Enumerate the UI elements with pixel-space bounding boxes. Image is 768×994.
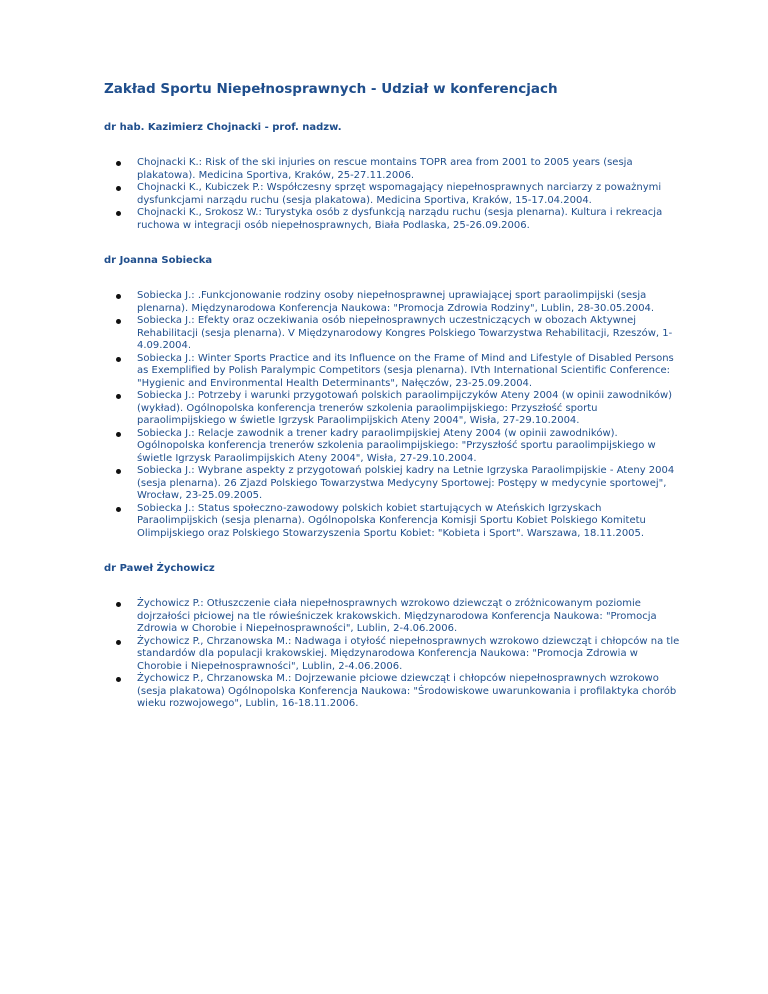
section-heading: dr Paweł Żychowicz — [104, 563, 215, 574]
bullet-icon — [116, 507, 121, 512]
list-item — [104, 353, 684, 391]
list-item-text: Sobiecka J.: Efekty oraz oczekiwania osób niepełnosprawnych uczestniczących w obozach Aktywnej Rehabilitacji (sesja plenarna). V Międzynarodowy Kongres Polskiego Towarzystwa Rehabilitacji, Rzeszów, 1-4.09.2004. — [137, 315, 673, 351]
list-item — [104, 290, 684, 315]
section-heading: dr Joanna Sobiecka — [104, 255, 213, 266]
list-item — [104, 503, 684, 541]
list-item-text: Sobiecka J.: Relacje zawodnik a trener kadry paraolimpijskiej Ateny 2004 (w opinii zawodników). Ogólnopolska konferencja trenerów szkolenia paraolimpijskiego: "Przyszłość sportu paraolimpijskiego w świetle Igrzysk Paraolimpijskich Ateny 2004", Wisła, 27-29.10.2004. — [137, 427, 656, 464]
publication-list — [104, 290, 684, 540]
list-item — [104, 465, 684, 503]
list-item — [104, 157, 684, 182]
section-heading: dr hab. Kazimierz Chojnacki - prof. nadzw. — [104, 122, 342, 133]
document-page — [104, 80, 684, 711]
section-sobiecka — [104, 254, 684, 540]
section-zychowicz — [104, 562, 684, 711]
list-item — [104, 390, 684, 428]
bullet-icon — [116, 602, 121, 607]
list-item-text: Chojnacki K., Srokosz W.: Turystyka osób z dysfunkcją narządu ruchu (sesja plenarna). Kultura i rekreacja ruchowa w integracji osób niepełnosprawnych, Biała Podlaska, 25-26.09.2006. — [137, 207, 663, 231]
list-item-text: Chojnacki K.: Risk of the ski injuries on rescue montains TOPR area from 2001 to 2005 years (sesja plakatowa). Medicina Sportiva, Kraków, 25-27.11.2006. — [137, 157, 633, 181]
list-item-text: Sobiecka J.: Wybrane aspekty z przygotowań polskiej kadry na Letnie Igrzyska Paraolimpijskie - Ateny 2004 (sesja plenarna). 26 Zjazd Polskiego Towarzystwa Medycyny Sportowej: Postępy w medycynie sportowej", Wrocław, 23-25.09.2005. — [137, 465, 675, 501]
bullet-icon — [116, 161, 121, 166]
bullet-icon — [116, 432, 121, 437]
list-item-text: Sobiecka J.: Status społeczno-zawodowy polskich kobiet startujących w Ateńskich Igrzyskach Paraolimpijskich (sesja plenarna). Ogólnopolska Konferencja Komisji Sportu Kobiet Polskiego Komitetu Olimpijskiego oraz Polskiego Stowarzyszenia Sportu Kobiet: "Kobieta i Sport". Warszawa, 18.11.2005. — [137, 502, 646, 539]
bullet-icon — [116, 186, 121, 191]
list-item — [104, 673, 684, 711]
bullet-icon — [116, 394, 121, 399]
list-item — [104, 315, 684, 353]
list-item-text: Żychowicz P.: Otłuszczenie ciała niepełnosprawnych wzrokowo dziewcząt o zróżnicowanym poziomie dojrzałości płciowej na tle rówieśniczek krakowskich. Międzynarodowa Konferencja Naukowa: "Promocja Zdrowia w Chorobie i Niepełnosprawności", Lublin, 2-4.06.2006. — [137, 598, 657, 634]
list-item-text: Sobiecka J.: Winter Sports Practice and its Influence on the Frame of Mind and Lifestyle of Disabled Persons as Exemplified by Polish Paralympic Competitors (sesja plenarna). IVth International Scientific Conference: "Hygienic and Environmental Health Determinants", Nałęczów, 23-25.09.2004. — [137, 352, 674, 389]
bullet-icon — [116, 640, 121, 645]
list-item — [104, 207, 684, 232]
list-item-text: Chojnacki K., Kubiczek P.: Współczesny sprzęt wspomagający niepełnosprawnych narciarzy z poważnymi dysfunkcjami narządu ruchu (sesja plakatowa). Medicina Sportiva, Kraków, 15-17.04.2004. — [137, 182, 662, 206]
page-title: Zakład Sportu Niepełnosprawnych - Udział w konferencjach — [104, 81, 558, 97]
publication-list — [104, 157, 684, 232]
list-item — [104, 428, 684, 466]
list-item-text: Żychowicz P., Chrzanowska M.: Nadwaga i otyłość niepełnosprawnych wzrokowo dziewcząt i chłopców na tle standardów dla populacji krakowskiej. Międzynarodowa Konferencja Naukowa: "Promocja Zdrowia w Chorobie i Niepełnosprawności", Lublin, 2-4.06.2006. — [137, 635, 680, 672]
list-item-text: Sobiecka J.: Potrzeby i warunki przygotowań polskich paraolimpijczyków Ateny 2004 (w opinii zawodników) (wykład). Ogólnopolska konferencja trenerów szkolenia paraolimpijskiego: Przyszłość sportu paraolimpijskiego w świetle Igrzysk Paraolimpijskich Ateny 2004", Wisła, 27-29.10.2004. — [137, 390, 673, 426]
publication-list — [104, 598, 684, 711]
bullet-icon — [116, 294, 121, 299]
list-item — [104, 636, 684, 674]
bullet-icon — [116, 357, 121, 362]
list-item — [104, 182, 684, 207]
bullet-icon — [116, 677, 121, 682]
list-item — [104, 598, 684, 636]
list-item-text: Sobiecka J.: .Funkcjonowanie rodziny osoby niepełnosprawnej uprawiającej sport paraolimpijski (sesja plenarna). Międzynarodowa Konferencja Naukowa: "Promocja Zdrowia Rodziny", Lublin, 28-30.05.2004. — [137, 290, 655, 314]
bullet-icon — [116, 211, 121, 216]
bullet-icon — [116, 319, 121, 324]
bullet-icon — [116, 469, 121, 474]
section-chojnacki — [104, 121, 684, 232]
list-item-text: Żychowicz P., Chrzanowska M.: Dojrzewanie płciowe dziewcząt i chłopców niepełnosprawnych wzrokowo (sesja plakatowa) Ogólnopolska Konferencja Naukowa: "Środowiskowe uwarunkowania i profilaktyka chorób wieku rozwojowego", Lublin, 16-18.11.2006. — [137, 673, 677, 709]
